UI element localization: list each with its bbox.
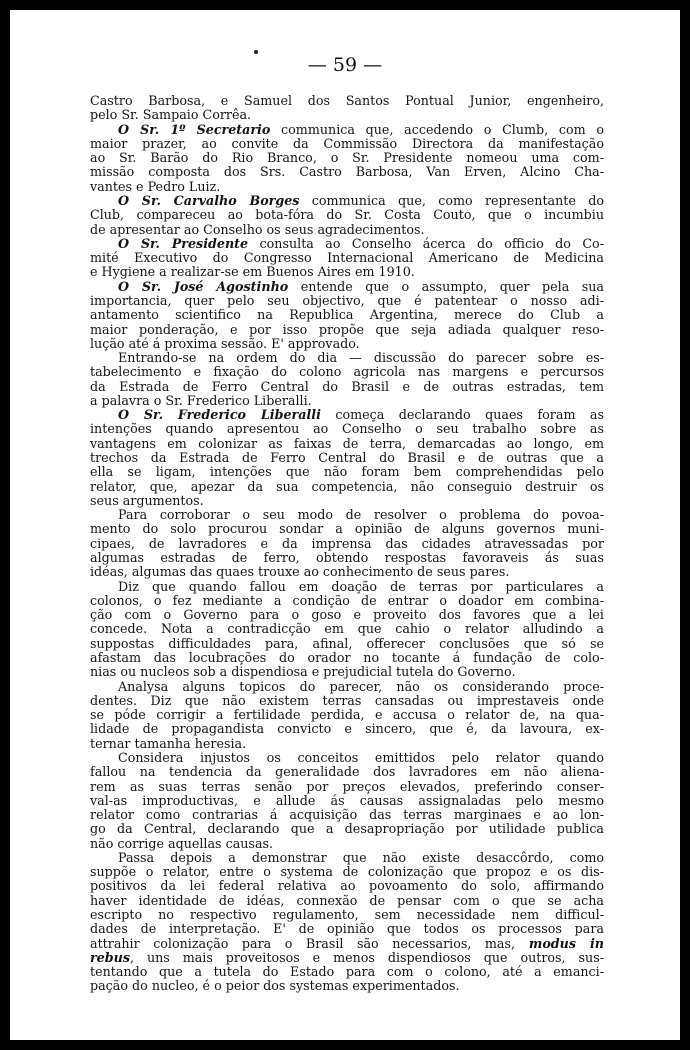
text-line (90, 822, 604, 836)
text-line (90, 951, 604, 965)
line-text: ção com o Governo para o goso e proveito dos favores que a lei (90, 607, 604, 623)
text-line (90, 665, 604, 679)
document-page (10, 10, 680, 1040)
line-text: afastam das locubrações do orador no tocante á fundação de colo- (90, 649, 604, 665)
text-line (90, 680, 604, 694)
line-text: pelo Sr. Sampaio Corrêa. (90, 107, 252, 123)
text-line (90, 737, 604, 751)
text-line (90, 694, 604, 708)
line-text: pação do nucleo, é o peior dos systemas experimentados. (90, 978, 460, 994)
speaker-name: O Sr. Carvalho Borges (118, 192, 300, 208)
line-text: positivos da lei federal relativa ao povoamento do solo, affirmando (90, 878, 604, 894)
line-text: ao Sr. Barão do Rio Branco, o Sr. Presidente nomeou uma com- (90, 150, 604, 166)
speaker-name: O Sr. Frederico Liberalli (118, 407, 321, 423)
line-text: Para corroborar o seu modo de resolver o problema do povoa- (118, 507, 604, 523)
line-text: Analysa alguns topicos do parecer, não os considerando proce- (118, 678, 604, 694)
speaker-name: rebus (90, 949, 130, 965)
line-text: vantes e Pedro Luiz. (90, 178, 221, 194)
paragraph (90, 580, 604, 680)
line-text: maior prazer, ao convite da Commissão Directora da manifestação (90, 135, 604, 151)
text-line (90, 508, 604, 522)
text-line (90, 180, 604, 194)
line-text: Castro Barbosa, e Samuel dos Santos Pontual Junior, engenheiro, (90, 93, 604, 108)
text-line (90, 522, 604, 536)
line-text: lução até á proxima sessão. E' approvado. (90, 335, 360, 351)
text-line (90, 794, 604, 808)
text-line (90, 480, 604, 494)
text-line (90, 280, 604, 294)
line-text: escripto no respectivo regulamento, sem necessidade nem difficul- (90, 907, 604, 923)
line-text: de apresentar ao Conselho os seus agradecimentos. (90, 221, 425, 237)
text-line (90, 894, 604, 908)
line-text: entende que o assumpto, quer pela sua (288, 278, 605, 294)
text-line (90, 323, 604, 337)
line-text: a palavra o Sr. Frederico Liberalli. (90, 392, 312, 408)
line-text: Entrando-se na ordem do dia — discussão do parecer sobre es- (118, 350, 604, 366)
line-text: , uns mais proveitosos e menos dispendiosos que outros, sus- (130, 949, 604, 965)
text-line (90, 765, 604, 779)
text-line (90, 108, 604, 122)
latin-phrase: modus in (515, 935, 604, 951)
text-line (90, 123, 604, 137)
text-line (90, 979, 604, 993)
paragraph (90, 408, 604, 508)
text-line (90, 237, 604, 251)
line-text: Club, compareceu ao bota-fóra do Sr. Costa Couto, que o incumbiu (90, 207, 604, 223)
line-text: missão composta dos Srs. Castro Barbosa, Van Erven, Alcino Cha- (90, 164, 604, 180)
text-line (90, 408, 604, 422)
line-text: seus argumentos. (90, 492, 204, 508)
text-line (90, 722, 604, 736)
text-line (90, 622, 604, 636)
text-line (90, 465, 604, 479)
line-text: ternar tamanha heresia. (90, 735, 247, 751)
line-text: maior ponderação, e por isso propõe que seja adiada qualquer reso- (90, 321, 604, 337)
paragraph (90, 123, 604, 194)
text-line (90, 922, 604, 936)
line-text: importancia, quer pelo seu objectivo, que é patentear o nosso adi- (90, 292, 604, 308)
line-text: mento do solo procurou sondar a opinião de alguns governos muni- (90, 521, 604, 537)
speaker-name: O Sr. 1º Secretario (118, 121, 271, 137)
text-line (90, 551, 604, 565)
paragraph (90, 280, 604, 351)
text-line (90, 608, 604, 622)
line-text: haver identidade de idéas, connexão de pensar com o que se acha (90, 892, 604, 908)
text-line (90, 422, 604, 436)
text-line (90, 851, 604, 865)
text-line (90, 594, 604, 608)
line-text: não corrige aquellas causas. (90, 835, 274, 851)
line-text: trechos da Estrada de Ferro Central do Brasil e de outras que a (90, 450, 604, 466)
text-line (90, 937, 604, 951)
line-text: fallou na tendencia da generalidade dos lavradores em não aliena- (90, 764, 604, 780)
text-line (90, 879, 604, 893)
line-text: suppõe o relator, entre o systema de colonização que propoz e os dis- (90, 864, 604, 880)
line-text: rem as suas terras senão por preços elevados, preferindo conser- (90, 778, 604, 794)
text-line (90, 451, 604, 465)
line-text: algumas estradas de ferro, obtendo respostas favoraveis ás suas (90, 550, 604, 565)
line-text: Passa depois a demonstrar que não existe desaccôrdo, como (118, 849, 604, 865)
text-line (90, 194, 604, 208)
text-line (90, 365, 604, 379)
line-text: relator como contrarias á acquisição das terras marginaes e ao lon- (90, 807, 604, 823)
line-text: relator, que, apezar da sua competencia, não conseguio destruir os (90, 478, 604, 494)
speaker-name: O Sr. Presidente (118, 235, 249, 251)
text-line (90, 637, 604, 651)
paragraph (90, 508, 604, 579)
line-text: Diz que quando fallou em doação de terras por particulares a (118, 578, 604, 594)
text-line (90, 265, 604, 279)
line-text: colonos, o fez mediante a condição de entrar o doador em combina- (90, 592, 604, 608)
line-text: vantagens em colonizar as faixas de terra, demarcadas ao longo, em (90, 435, 604, 451)
text-line (90, 837, 604, 851)
line-text: idéas, algumas das quaes trouxe ao conhecimento de seus pares. (90, 564, 510, 580)
line-text: communica que, accedendo o Clumb, com o (270, 121, 605, 137)
text-line (90, 537, 604, 551)
text-line (90, 294, 604, 308)
text-line (90, 565, 604, 579)
text-line (90, 651, 604, 665)
text-line (90, 251, 604, 265)
paragraph (90, 680, 604, 751)
text-line (90, 351, 604, 365)
speaker-name: O Sr. José Agostinho (118, 278, 289, 294)
text-line (90, 337, 604, 351)
text-line (90, 208, 604, 222)
paragraph (90, 194, 604, 237)
text-line (90, 151, 604, 165)
text-line (90, 494, 604, 508)
text-line (90, 380, 604, 394)
body-text (90, 94, 604, 994)
line-text: suppostas difficuldades para, afinal, offerecer conclusões que só se (90, 635, 604, 651)
paragraph (90, 851, 604, 994)
line-text: lidade de propagandista convicto e sincero, que é, da lavoura, ex- (90, 721, 604, 737)
paragraph (90, 94, 604, 123)
line-text: Considera injustos os conceitos emittidos pelo relator quando (118, 749, 604, 765)
line-text: concede. Nota a contradicção em que cahio o relator alludindo a (90, 621, 604, 637)
paragraph (90, 351, 604, 408)
text-line (90, 708, 604, 722)
line-text: go da Central, declarando que a desapropriação por utilidade publica (90, 821, 604, 837)
text-line (90, 751, 604, 765)
paragraph (90, 751, 604, 851)
text-line (90, 865, 604, 879)
line-text: dentes. Diz que não existem terras cansadas ou imprestaveis onde (90, 692, 604, 708)
line-text: intenções quando apresentou ao Conselho o seu trabalho sobre as (90, 421, 604, 437)
line-text: nias ou nucleos sob a dispendiosa e prejudicial tutela do Governo. (90, 664, 516, 680)
line-text: e Hygiene a realizar-se em Buenos Aires em 1910. (90, 264, 415, 280)
line-text: dades de interpretação. E' de opinião que todos os processos para (90, 921, 604, 937)
line-text: communica que, como representante do (299, 192, 604, 208)
text-line (90, 394, 604, 408)
text-line (90, 308, 604, 322)
line-text: consulta ao Conselho ácerca do officio do Co- (248, 235, 604, 251)
line-text: tentando que a tutela do Estado para com o colono, até a emanci- (90, 964, 604, 980)
paragraph (90, 237, 604, 280)
line-text: se póde corrigir a fertilidade perdida, e accusa o relator de, na qua- (90, 707, 604, 723)
text-line (90, 137, 604, 151)
text-line (90, 580, 604, 594)
text-line (90, 780, 604, 794)
text-line (90, 165, 604, 179)
line-text: ella se ligam, intenções que não foram bem comprehendidas pelo (90, 464, 604, 480)
line-text: começa declarando quaes foram as (320, 407, 604, 423)
line-text: antamento scientifico na Republica Argentina, merece do Club a (90, 307, 604, 323)
text-line (90, 808, 604, 822)
text-line (90, 223, 604, 237)
line-text: attrahir colonização para o Brasil são necessarios, mas, (90, 935, 516, 951)
text-line (90, 94, 604, 108)
text-line (90, 908, 604, 922)
text-line (90, 965, 604, 979)
page-number: — 59 — (307, 54, 383, 76)
line-text: tabelecimento e fixação do colono agricola nas margens e percursos (90, 364, 604, 380)
line-text: val-as improductivas, e allude ás causas assignaladas pelo mesmo (90, 792, 604, 808)
line-text: mité Executivo do Congresso Internacional Americano de Medicina (90, 250, 604, 266)
line-text: da Estrada de Ferro Central do Brasil e de outras estradas, tem (90, 378, 604, 394)
text-line (90, 437, 604, 451)
line-text: cipaes, de lavradores e da imprensa das cidades atravessadas por (90, 535, 604, 551)
